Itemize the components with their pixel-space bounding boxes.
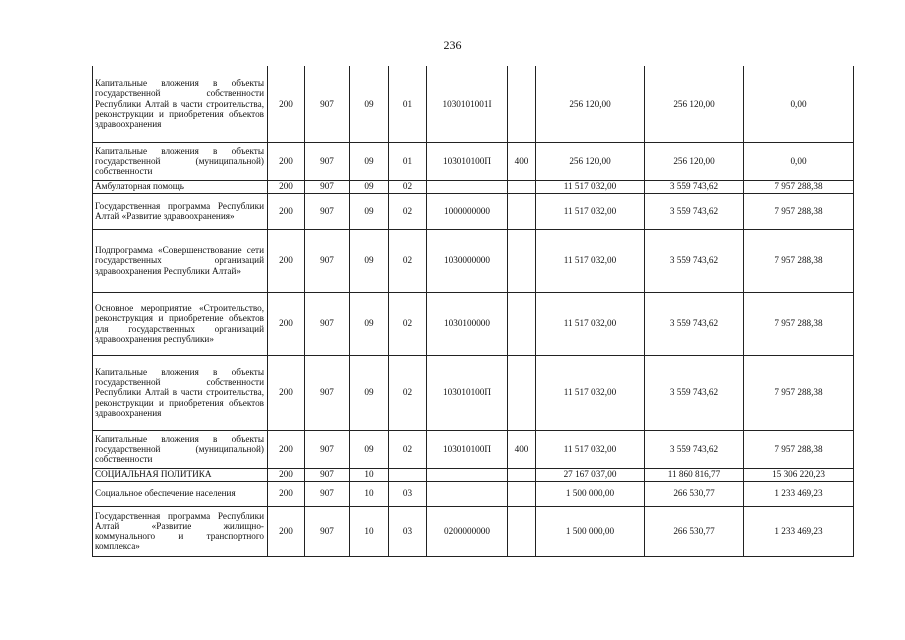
- subsection-code-cell: 03: [389, 481, 427, 506]
- target-article-cell: 1030100000: [427, 292, 508, 355]
- department-code-cell: 907: [305, 66, 350, 142]
- section-code-cell: 09: [350, 292, 389, 355]
- amount-2-cell: 266 530,77: [645, 481, 744, 506]
- amount-3-cell: 7 957 288,38: [744, 430, 854, 468]
- expense-type-cell: 400: [508, 430, 536, 468]
- section-code-cell: 09: [350, 229, 389, 292]
- admin-code-cell: 200: [268, 229, 305, 292]
- subsection-code-cell: 02: [389, 229, 427, 292]
- amount-3-cell: 15 306 220,23: [744, 468, 854, 481]
- admin-code-cell: 200: [268, 430, 305, 468]
- target-article-cell: [427, 481, 508, 506]
- admin-code-cell: 200: [268, 355, 305, 430]
- admin-code-cell: 200: [268, 481, 305, 506]
- table-row: [93, 193, 854, 229]
- row-name-cell: Государственная программа Республики Алтай «Развитие здравоохранения»: [93, 193, 268, 229]
- department-code-cell: 907: [305, 481, 350, 506]
- amount-3-cell: 0,00: [744, 142, 854, 180]
- amount-1-cell: 11 517 032,00: [536, 292, 645, 355]
- target-article-cell: 1000000000: [427, 193, 508, 229]
- section-code-cell: 09: [350, 193, 389, 229]
- section-code-cell: 10: [350, 506, 389, 556]
- amount-1-cell: 27 167 037,00: [536, 468, 645, 481]
- budget-table: [92, 66, 854, 557]
- amount-1-cell: 256 120,00: [536, 142, 645, 180]
- subsection-code-cell: 01: [389, 66, 427, 142]
- expense-type-cell: 400: [508, 142, 536, 180]
- admin-code-cell: 200: [268, 506, 305, 556]
- subsection-code-cell: 03: [389, 506, 427, 556]
- subsection-code-cell: 01: [389, 142, 427, 180]
- amount-1-cell: 1 500 000,00: [536, 481, 645, 506]
- admin-code-cell: 200: [268, 142, 305, 180]
- admin-code-cell: 200: [268, 66, 305, 142]
- expense-type-cell: [508, 180, 536, 193]
- expense-type-cell: [508, 468, 536, 481]
- amount-2-cell: 3 559 743,62: [645, 229, 744, 292]
- amount-2-cell: 3 559 743,62: [645, 292, 744, 355]
- department-code-cell: 907: [305, 468, 350, 481]
- amount-1-cell: 11 517 032,00: [536, 355, 645, 430]
- admin-code-cell: 200: [268, 468, 305, 481]
- section-code-cell: 09: [350, 430, 389, 468]
- target-article-cell: 103010100П: [427, 430, 508, 468]
- amount-1-cell: 11 517 032,00: [536, 180, 645, 193]
- table-row: [93, 430, 854, 468]
- subsection-code-cell: [389, 468, 427, 481]
- amount-2-cell: 256 120,00: [645, 66, 744, 142]
- row-name-cell: Подпрограмма «Совершенствование сети государственных организаций здравоохранения Республики Алтай»: [93, 229, 268, 292]
- row-name-cell: Капитальные вложения в объекты государственной собственности Республики Алтай в части строительства, реконструкции и приобретения объектов здравоохранения: [93, 355, 268, 430]
- target-article-cell: 103010100П: [427, 355, 508, 430]
- target-article-cell: 1030101001I: [427, 66, 508, 142]
- department-code-cell: 907: [305, 292, 350, 355]
- expense-type-cell: [508, 229, 536, 292]
- amount-2-cell: 3 559 743,62: [645, 430, 744, 468]
- subsection-code-cell: 02: [389, 193, 427, 229]
- section-code-cell: 09: [350, 66, 389, 142]
- amount-2-cell: 3 559 743,62: [645, 355, 744, 430]
- admin-code-cell: 200: [268, 193, 305, 229]
- expense-type-cell: [508, 355, 536, 430]
- section-code-cell: 10: [350, 481, 389, 506]
- section-code-cell: 09: [350, 180, 389, 193]
- amount-1-cell: 11 517 032,00: [536, 229, 645, 292]
- table-row: [93, 292, 854, 355]
- row-name-cell: Основное мероприятие «Строительство, реконструкция и приобретение объектов для государственных организаций здравоохранения республики»: [93, 292, 268, 355]
- amount-1-cell: 256 120,00: [536, 66, 645, 142]
- amount-1-cell: 11 517 032,00: [536, 430, 645, 468]
- amount-2-cell: 256 120,00: [645, 142, 744, 180]
- row-name-cell: Капитальные вложения в объекты государственной собственности Республики Алтай в части строительства, реконструкции и приобретения объектов здравоохранения: [93, 66, 268, 142]
- department-code-cell: 907: [305, 142, 350, 180]
- amount-3-cell: 1 233 469,23: [744, 506, 854, 556]
- expense-type-cell: [508, 66, 536, 142]
- table-row: [93, 142, 854, 180]
- amount-3-cell: 7 957 288,38: [744, 229, 854, 292]
- page-number: 236: [443, 38, 462, 52]
- expense-type-cell: [508, 481, 536, 506]
- table-body: [93, 66, 854, 556]
- target-article-cell: 1030000000: [427, 229, 508, 292]
- amount-2-cell: 266 530,77: [645, 506, 744, 556]
- department-code-cell: 907: [305, 180, 350, 193]
- table-row: [93, 180, 854, 193]
- table-row: [93, 468, 854, 481]
- amount-3-cell: 0,00: [744, 66, 854, 142]
- table-row: [93, 506, 854, 556]
- amount-3-cell: 7 957 288,38: [744, 180, 854, 193]
- expense-type-cell: [508, 292, 536, 355]
- target-article-cell: [427, 180, 508, 193]
- expense-type-cell: [508, 193, 536, 229]
- subsection-code-cell: 02: [389, 292, 427, 355]
- section-code-cell: 09: [350, 355, 389, 430]
- amount-3-cell: 1 233 469,23: [744, 481, 854, 506]
- row-name-cell: Государственная программа Республики Алтай «Развитие жилищно-коммунального и транспортного комплекса»: [93, 506, 268, 556]
- amount-3-cell: 7 957 288,38: [744, 292, 854, 355]
- table-row: [93, 481, 854, 506]
- subsection-code-cell: 02: [389, 180, 427, 193]
- subsection-code-cell: 02: [389, 355, 427, 430]
- row-name-cell: Социальное обеспечение населения: [93, 481, 268, 506]
- amount-1-cell: 1 500 000,00: [536, 506, 645, 556]
- row-name-cell: СОЦИАЛЬНАЯ ПОЛИТИКА: [93, 468, 268, 481]
- amount-2-cell: 3 559 743,62: [645, 193, 744, 229]
- table-row: [93, 355, 854, 430]
- row-name-cell: Капитальные вложения в объекты государственной (муниципальной) собственности: [93, 430, 268, 468]
- department-code-cell: 907: [305, 506, 350, 556]
- expense-type-cell: [508, 506, 536, 556]
- table-row: [93, 66, 854, 142]
- row-name-cell: Капитальные вложения в объекты государственной (муниципальной) собственности: [93, 142, 268, 180]
- target-article-cell: 103010100П: [427, 142, 508, 180]
- row-name-cell: Амбулаторная помощь: [93, 180, 268, 193]
- amount-1-cell: 11 517 032,00: [536, 193, 645, 229]
- section-code-cell: 09: [350, 142, 389, 180]
- subsection-code-cell: 02: [389, 430, 427, 468]
- amount-2-cell: 3 559 743,62: [645, 180, 744, 193]
- department-code-cell: 907: [305, 355, 350, 430]
- table-row: [93, 229, 854, 292]
- section-code-cell: 10: [350, 468, 389, 481]
- amount-3-cell: 7 957 288,38: [744, 355, 854, 430]
- department-code-cell: 907: [305, 430, 350, 468]
- target-article-cell: [427, 468, 508, 481]
- target-article-cell: 0200000000: [427, 506, 508, 556]
- department-code-cell: 907: [305, 229, 350, 292]
- department-code-cell: 907: [305, 193, 350, 229]
- amount-3-cell: 7 957 288,38: [744, 193, 854, 229]
- admin-code-cell: 200: [268, 292, 305, 355]
- admin-code-cell: 200: [268, 180, 305, 193]
- amount-2-cell: 11 860 816,77: [645, 468, 744, 481]
